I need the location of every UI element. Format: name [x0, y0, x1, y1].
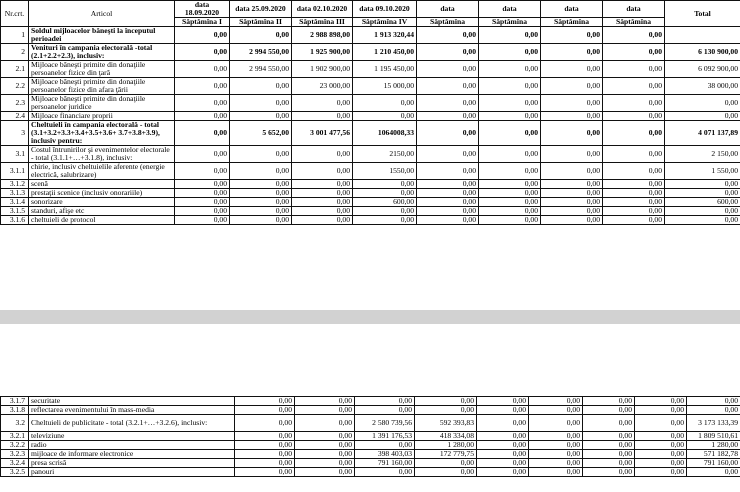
row-total: 1 550,00 — [665, 163, 740, 180]
row-value: 2 994 550,00 — [230, 61, 292, 78]
row-value: 0,00 — [635, 415, 687, 432]
row-value: 791 160,00 — [355, 459, 415, 468]
row-label: cheltuieli de protocol — [29, 216, 175, 225]
row-value: 0,00 — [635, 441, 687, 450]
row-value: 0,00 — [541, 180, 603, 189]
header-week: Săptămîna — [603, 18, 665, 27]
row-label: sonorizare — [29, 198, 175, 207]
row-value: 0,00 — [541, 78, 603, 95]
row-value: 0,00 — [353, 207, 417, 216]
header-date: data — [417, 1, 479, 18]
row-value: 0,00 — [295, 459, 355, 468]
row-value: 1 210 450,00 — [353, 44, 417, 61]
row-value: 0,00 — [417, 27, 479, 44]
row-value: 0,00 — [175, 198, 230, 207]
row-value: 1 280,00 — [415, 441, 477, 450]
row-total: 0,00 — [687, 468, 740, 477]
row-value: 0,00 — [603, 216, 665, 225]
row-value: 0,00 — [477, 468, 529, 477]
row-label: panouri — [29, 468, 235, 477]
table-row — [1, 163, 740, 180]
row-value: 0,00 — [603, 146, 665, 163]
row-label: scenă — [29, 180, 175, 189]
row-number: 3.2.2 — [1, 441, 29, 450]
row-value: 398 403,03 — [355, 450, 415, 459]
row-number: 3.1 — [1, 146, 29, 163]
row-total: 6 092 900,00 — [665, 61, 740, 78]
table-row — [1, 61, 740, 78]
header-week: Săptămîna — [541, 18, 603, 27]
row-number: 3.1.4 — [1, 198, 29, 207]
header-week: Săptămîna IV — [353, 18, 417, 27]
row-value: 0,00 — [175, 180, 230, 189]
header-date: data — [479, 1, 541, 18]
row-value: 172 779,75 — [415, 450, 477, 459]
row-value: 0,00 — [292, 216, 353, 225]
row-value: 0,00 — [479, 112, 541, 121]
row-value: 1064008,33 — [353, 121, 417, 146]
row-value: 0,00 — [295, 415, 355, 432]
row-number: 3.1.1 — [1, 163, 29, 180]
row-total: 2 150,00 — [665, 146, 740, 163]
row-value: 0,00 — [583, 415, 635, 432]
row-value: 0,00 — [541, 95, 603, 112]
row-value: 0,00 — [603, 180, 665, 189]
row-value: 3 001 477,56 — [292, 121, 353, 146]
row-value: 0,00 — [292, 95, 353, 112]
row-number: 3.1.3 — [1, 189, 29, 198]
row-value: 0,00 — [603, 44, 665, 61]
row-value: 0,00 — [175, 146, 230, 163]
row-label: Mijloace băneşti primite din donaţiile persoanelor juridice — [29, 95, 175, 112]
row-value: 0,00 — [417, 189, 479, 198]
row-label: Cheltuieli în campania electorală - total (3.1+3.2+3.3+3.4+3.5+3.6+ 3.7+3.8+3.9), inclusiv pentru: — [29, 121, 175, 146]
row-value: 0,00 — [477, 432, 529, 441]
row-value: 0,00 — [635, 468, 687, 477]
row-value: 0,00 — [635, 450, 687, 459]
row-value: 0,00 — [353, 180, 417, 189]
row-value: 2150,00 — [353, 146, 417, 163]
header-week: Săptămîna I — [175, 18, 230, 27]
table-row — [1, 146, 740, 163]
row-value: 0,00 — [479, 78, 541, 95]
row-value: 0,00 — [583, 397, 635, 406]
table-row — [1, 441, 740, 450]
table-row — [1, 198, 740, 207]
row-value: 2 994 550,00 — [230, 44, 292, 61]
row-value: 0,00 — [415, 397, 477, 406]
row-value: 0,00 — [415, 406, 477, 415]
row-total: 6 130 900,00 — [665, 44, 740, 61]
table-row — [1, 468, 740, 477]
row-value: 0,00 — [477, 459, 529, 468]
row-value: 0,00 — [479, 216, 541, 225]
row-number: 2.2 — [1, 78, 29, 95]
row-value: 0,00 — [541, 189, 603, 198]
table-row — [1, 95, 740, 112]
row-value: 0,00 — [603, 198, 665, 207]
row-total: 571 182,78 — [687, 450, 740, 459]
row-value: 0,00 — [175, 78, 230, 95]
table-row — [1, 207, 740, 216]
row-total: 1 280,00 — [687, 441, 740, 450]
row-number: 3.1.2 — [1, 180, 29, 189]
row-label: Soldul mijloacelor băneşti la începutul perioadei — [29, 27, 175, 44]
row-value: 1550,00 — [353, 163, 417, 180]
row-label: securitate — [29, 397, 235, 406]
row-value: 0,00 — [230, 216, 292, 225]
row-value: 0,00 — [603, 78, 665, 95]
row-value: 0,00 — [295, 468, 355, 477]
row-number: 2.3 — [1, 95, 29, 112]
row-value: 0,00 — [355, 397, 415, 406]
row-value: 0,00 — [353, 189, 417, 198]
row-value: 0,00 — [415, 468, 477, 477]
row-total: 791 160,00 — [687, 459, 740, 468]
header-week: Săptămîna II — [230, 18, 292, 27]
row-value: 0,00 — [235, 406, 295, 415]
row-value: 0,00 — [603, 61, 665, 78]
row-value: 2 580 739,56 — [355, 415, 415, 432]
table-row — [1, 216, 740, 225]
row-number: 3.1.7 — [1, 397, 29, 406]
row-value: 0,00 — [235, 432, 295, 441]
row-value: 0,00 — [529, 459, 583, 468]
header-date: data 18.09.2020 — [175, 1, 230, 18]
row-value: 0,00 — [235, 397, 295, 406]
row-value: 0,00 — [292, 163, 353, 180]
row-value: 0,00 — [230, 198, 292, 207]
table-row — [1, 189, 740, 198]
row-value: 0,00 — [603, 95, 665, 112]
row-value: 0,00 — [230, 207, 292, 216]
row-value: 15 000,00 — [353, 78, 417, 95]
row-value: 2 988 898,00 — [292, 27, 353, 44]
row-value: 0,00 — [292, 189, 353, 198]
row-value: 0,00 — [235, 441, 295, 450]
row-total: 0,00 — [665, 189, 740, 198]
table-row — [1, 415, 740, 432]
table-row — [1, 459, 740, 468]
table-header — [1, 1, 740, 27]
row-value: 1 925 900,00 — [292, 44, 353, 61]
row-label: presa scrisă — [29, 459, 235, 468]
row-value: 0,00 — [235, 450, 295, 459]
header-date: data 09.10.2020 — [353, 1, 417, 18]
table-row — [1, 432, 740, 441]
row-value: 0,00 — [583, 468, 635, 477]
row-label: standuri, afişe etc — [29, 207, 175, 216]
row-label: Costul întrunirilor şi evenimentelor electorale - total (3.1.1+…+3.1.8), inclusiv: — [29, 146, 175, 163]
row-total: 0,00 — [665, 95, 740, 112]
row-number: 3.2.5 — [1, 468, 29, 477]
row-value: 0,00 — [175, 112, 230, 121]
row-value: 0,00 — [417, 180, 479, 189]
row-value: 0,00 — [603, 163, 665, 180]
row-value: 0,00 — [603, 207, 665, 216]
row-total: 0,00 — [665, 180, 740, 189]
header-date: data 02.10.2020 — [292, 1, 353, 18]
row-value: 0,00 — [417, 78, 479, 95]
row-value: 0,00 — [355, 468, 415, 477]
row-value: 0,00 — [541, 112, 603, 121]
row-label: televiziune — [29, 432, 235, 441]
row-label: Mijloace financiare proprii — [29, 112, 175, 121]
table-row — [1, 44, 740, 61]
report-table-top — [0, 0, 740, 225]
row-value: 0,00 — [417, 207, 479, 216]
row-value: 0,00 — [479, 198, 541, 207]
row-value: 0,00 — [235, 468, 295, 477]
row-value: 0,00 — [417, 112, 479, 121]
row-number: 3 — [1, 121, 29, 146]
row-number: 3.1.8 — [1, 406, 29, 415]
row-value: 0,00 — [479, 146, 541, 163]
row-value: 0,00 — [479, 207, 541, 216]
row-value: 0,00 — [353, 112, 417, 121]
row-value: 0,00 — [175, 44, 230, 61]
row-label: Mijloace băneşti primite din donaţiile persoanelor fizice din ţară — [29, 61, 175, 78]
row-value: 0,00 — [583, 441, 635, 450]
row-value: 0,00 — [230, 180, 292, 189]
row-value: 0,00 — [417, 44, 479, 61]
header-date: data 25.09.2020 — [230, 1, 292, 18]
page-gap — [0, 310, 740, 324]
row-value: 0,00 — [415, 459, 477, 468]
header-articol: Articol — [29, 1, 175, 27]
row-value: 0,00 — [479, 27, 541, 44]
row-value: 0,00 — [583, 459, 635, 468]
row-value: 418 334,08 — [415, 432, 477, 441]
header-nr-crt: Nr.crt. — [1, 1, 29, 27]
row-label: chirie, inclusiv cheltuielile aferente (energie electrică, salubrizare) — [29, 163, 175, 180]
table-row — [1, 180, 740, 189]
row-total: 0,00 — [687, 406, 740, 415]
row-value: 0,00 — [529, 432, 583, 441]
row-value: 0,00 — [417, 121, 479, 146]
row-number: 1 — [1, 27, 29, 44]
table-row — [1, 121, 740, 146]
table-row — [1, 406, 740, 415]
row-value: 0,00 — [541, 207, 603, 216]
row-number: 2 — [1, 44, 29, 61]
row-value: 0,00 — [230, 112, 292, 121]
row-value: 0,00 — [529, 441, 583, 450]
row-number: 3.2.1 — [1, 432, 29, 441]
row-total: 3 173 133,39 — [687, 415, 740, 432]
row-number: 3.2.3 — [1, 450, 29, 459]
row-value: 0,00 — [175, 207, 230, 216]
row-value: 23 000,00 — [292, 78, 353, 95]
row-label: radio — [29, 441, 235, 450]
row-value: 0,00 — [175, 189, 230, 198]
row-label: prestaţii scenice (inclusiv onorariile) — [29, 189, 175, 198]
row-value: 0,00 — [417, 198, 479, 207]
row-value: 0,00 — [292, 198, 353, 207]
row-value: 0,00 — [292, 146, 353, 163]
row-value: 0,00 — [417, 163, 479, 180]
header-week: Săptămîna — [479, 18, 541, 27]
row-value: 0,00 — [355, 406, 415, 415]
row-value: 0,00 — [477, 441, 529, 450]
row-value: 5 652,00 — [230, 121, 292, 146]
row-label: Cheltuieli de publicitate - total (3.2.1+…+3.2.6), inclusiv: — [29, 415, 235, 432]
row-value: 0,00 — [230, 189, 292, 198]
header-row-dates — [1, 1, 740, 18]
row-value: 0,00 — [583, 406, 635, 415]
row-total: 0,00 — [687, 397, 740, 406]
row-value: 0,00 — [541, 163, 603, 180]
row-total: 0,00 — [665, 216, 740, 225]
row-value: 0,00 — [479, 44, 541, 61]
row-value: 0,00 — [583, 450, 635, 459]
row-label: Mijloace băneşti primite din donaţiile persoanelor fizice din afara ţării — [29, 78, 175, 95]
row-label: reflectarea evenimentului în mass-media — [29, 406, 235, 415]
row-value: 0,00 — [541, 61, 603, 78]
row-label: mijloace de informare electronice — [29, 450, 235, 459]
row-value: 600,00 — [353, 198, 417, 207]
row-value: 0,00 — [230, 163, 292, 180]
row-value: 1 913 320,44 — [353, 27, 417, 44]
row-number: 2.1 — [1, 61, 29, 78]
row-value: 0,00 — [541, 121, 603, 146]
row-value: 1 391 176,53 — [355, 432, 415, 441]
row-value: 0,00 — [479, 61, 541, 78]
row-value: 0,00 — [175, 121, 230, 146]
row-number: 3.2 — [1, 415, 29, 432]
row-value: 0,00 — [353, 216, 417, 225]
row-value: 0,00 — [295, 441, 355, 450]
row-value: 0,00 — [235, 415, 295, 432]
row-total: 1 809 510,61 — [687, 432, 740, 441]
row-number: 2.4 — [1, 112, 29, 121]
row-value: 0,00 — [529, 468, 583, 477]
row-value: 0,00 — [235, 459, 295, 468]
row-value: 0,00 — [175, 61, 230, 78]
row-value: 0,00 — [477, 450, 529, 459]
row-value: 0,00 — [292, 207, 353, 216]
row-total: 38 000,00 — [665, 78, 740, 95]
table-row — [1, 450, 740, 459]
row-value: 0,00 — [417, 146, 479, 163]
row-total: 4 071 137,89 — [665, 121, 740, 146]
row-value: 0,00 — [292, 112, 353, 121]
row-value: 0,00 — [175, 216, 230, 225]
row-total: 0,00 — [665, 207, 740, 216]
header-week: Săptămîna III — [292, 18, 353, 27]
row-value: 0,00 — [529, 397, 583, 406]
row-value: 0,00 — [355, 441, 415, 450]
table-row — [1, 27, 740, 44]
row-value: 0,00 — [583, 432, 635, 441]
table-row — [1, 78, 740, 95]
row-value: 0,00 — [541, 146, 603, 163]
row-value: 0,00 — [541, 216, 603, 225]
row-value: 0,00 — [603, 121, 665, 146]
row-value: 0,00 — [541, 27, 603, 44]
report-table-bottom — [0, 396, 740, 477]
row-value: 0,00 — [175, 27, 230, 44]
row-total: 0,00 — [665, 112, 740, 121]
row-value: 0,00 — [175, 95, 230, 112]
row-value: 0,00 — [295, 397, 355, 406]
row-value: 0,00 — [230, 95, 292, 112]
table-row — [1, 112, 740, 121]
row-number: 3.1.5 — [1, 207, 29, 216]
row-value: 1 902 900,00 — [292, 61, 353, 78]
row-value: 0,00 — [603, 27, 665, 44]
row-total — [665, 27, 740, 44]
row-value: 0,00 — [529, 415, 583, 432]
row-value: 0,00 — [541, 198, 603, 207]
row-value: 1 195 450,00 — [353, 61, 417, 78]
row-value: 0,00 — [295, 406, 355, 415]
table-body-top — [1, 27, 740, 225]
row-value: 0,00 — [417, 216, 479, 225]
row-value: 0,00 — [529, 450, 583, 459]
row-value: 0,00 — [479, 121, 541, 146]
row-value: 0,00 — [635, 406, 687, 415]
row-value: 0,00 — [635, 459, 687, 468]
row-label: Venituri în campania electorală -total (2.1+2.2+2.3), inclusiv: — [29, 44, 175, 61]
table-body-bottom — [1, 397, 740, 477]
row-value: 0,00 — [479, 180, 541, 189]
row-total: 600,00 — [665, 198, 740, 207]
row-value: 0,00 — [230, 78, 292, 95]
row-value: 0,00 — [541, 44, 603, 61]
row-value: 0,00 — [477, 406, 529, 415]
row-value: 592 393,83 — [415, 415, 477, 432]
row-value: 0,00 — [353, 95, 417, 112]
row-value: 0,00 — [529, 406, 583, 415]
row-value: 0,00 — [603, 189, 665, 198]
row-value: 0,00 — [417, 61, 479, 78]
row-value: 0,00 — [295, 450, 355, 459]
row-value: 0,00 — [479, 95, 541, 112]
header-week: Săptămîna — [417, 18, 479, 27]
row-value: 0,00 — [479, 163, 541, 180]
row-value: 0,00 — [477, 415, 529, 432]
row-value: 0,00 — [175, 163, 230, 180]
table-row — [1, 397, 740, 406]
row-number: 3.1.6 — [1, 216, 29, 225]
row-value: 0,00 — [292, 180, 353, 189]
row-value: 0,00 — [635, 432, 687, 441]
row-value: 0,00 — [603, 112, 665, 121]
row-value: 0,00 — [295, 432, 355, 441]
row-value: 0,00 — [230, 146, 292, 163]
header-total: Total — [665, 1, 740, 27]
row-value: 0,00 — [477, 397, 529, 406]
row-value: 0,00 — [230, 27, 292, 44]
row-value: 0,00 — [417, 95, 479, 112]
header-date: data — [603, 1, 665, 18]
header-date: data — [541, 1, 603, 18]
row-value: 0,00 — [635, 397, 687, 406]
row-value: 0,00 — [479, 189, 541, 198]
row-number: 3.2.4 — [1, 459, 29, 468]
